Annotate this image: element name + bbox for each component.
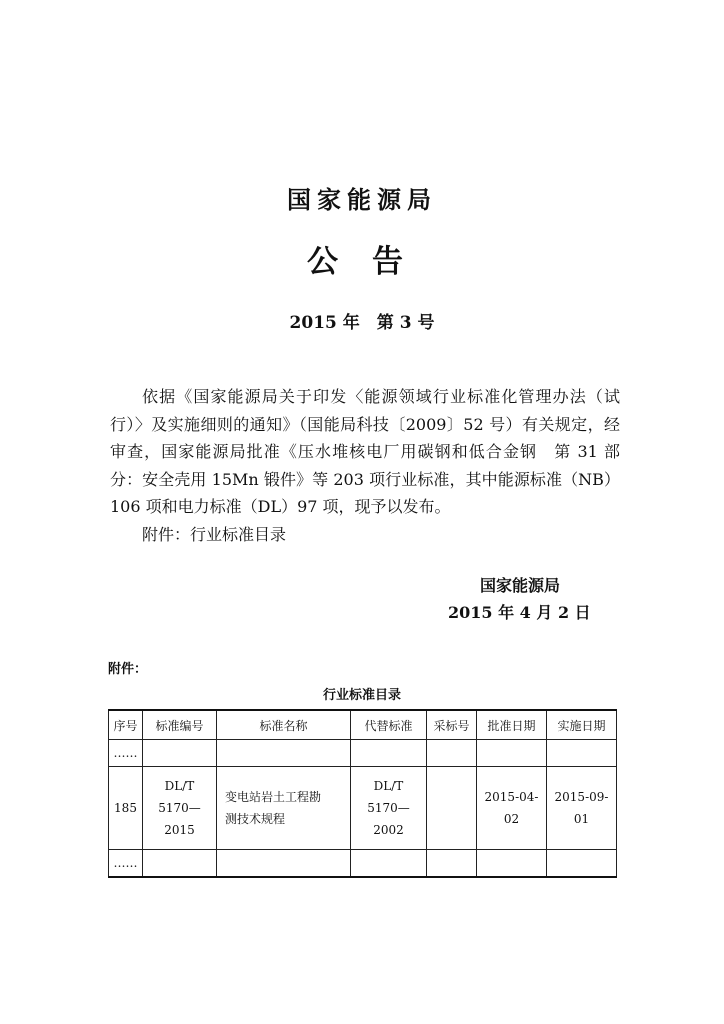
table-title: 行业标准目录: [322, 688, 401, 703]
approve-date-cell: 2015-04-02: [477, 767, 547, 850]
ellipsis-cell: ……: [109, 850, 143, 878]
table-row: [109, 740, 617, 767]
name-line-1: 变电站岩土工程勘: [225, 790, 322, 804]
issuing-agency-title: 国家能源局: [287, 186, 437, 214]
column-header-name: 标准名称: [217, 710, 351, 740]
standards-catalog-table: [108, 709, 617, 878]
column-header-approve-date: 批准日期: [477, 710, 547, 740]
announcement-body: [110, 383, 620, 521]
column-header-seq: 序号: [109, 710, 143, 740]
code-line-2: 5170—2015: [158, 801, 201, 837]
column-header-code: 标准编号: [143, 710, 217, 740]
column-header-replace: 代替标准: [351, 710, 427, 740]
issue-number: 2015 年 第 3 号: [289, 313, 435, 333]
replace-line-2: 5170—2002: [367, 801, 410, 837]
signature-date: 2015 年 4 月 2 日: [448, 603, 591, 622]
ellipsis-cell: ……: [109, 740, 143, 767]
code-cell: [143, 767, 217, 850]
name-line-2: 测技术规程: [225, 812, 286, 826]
seq-cell: 185: [109, 767, 143, 850]
table-header-row: [109, 710, 617, 740]
attachment-label: 附件：: [108, 662, 148, 677]
announcement-paragraph: 依据《国家能源局关于印发〈能源领域行业标准化管理办法（试行）〉及实施细则的通知》（国能局科技〔2009〕52 号）有关规定，经审查，国家能源局批准《压水堆核电厂用碳钢和低合金钢 第 31 部分：安全壳用 15Mn 锻件》等 203 项行业标准，其中能源标准（NB）106 项和电力标准（DL）97 项，现予以发布。: [110, 387, 620, 516]
replace-line-1: DL/T: [373, 779, 404, 793]
table-row: [109, 850, 617, 878]
replace-cell: [351, 767, 427, 850]
table-row: [109, 767, 617, 850]
implement-date-cell: 2015-09-01: [547, 767, 617, 850]
adopt-cell: [427, 767, 477, 850]
signature-agency: 国家能源局: [480, 576, 561, 595]
column-header-implement-date: 实施日期: [547, 710, 617, 740]
code-line-1: DL/T: [164, 779, 195, 793]
attachment-note: 附件：行业标准目录: [142, 525, 287, 544]
document-type-title: 公告: [307, 244, 437, 280]
column-header-adopt: 采标号: [427, 710, 477, 740]
name-cell: [217, 767, 351, 850]
